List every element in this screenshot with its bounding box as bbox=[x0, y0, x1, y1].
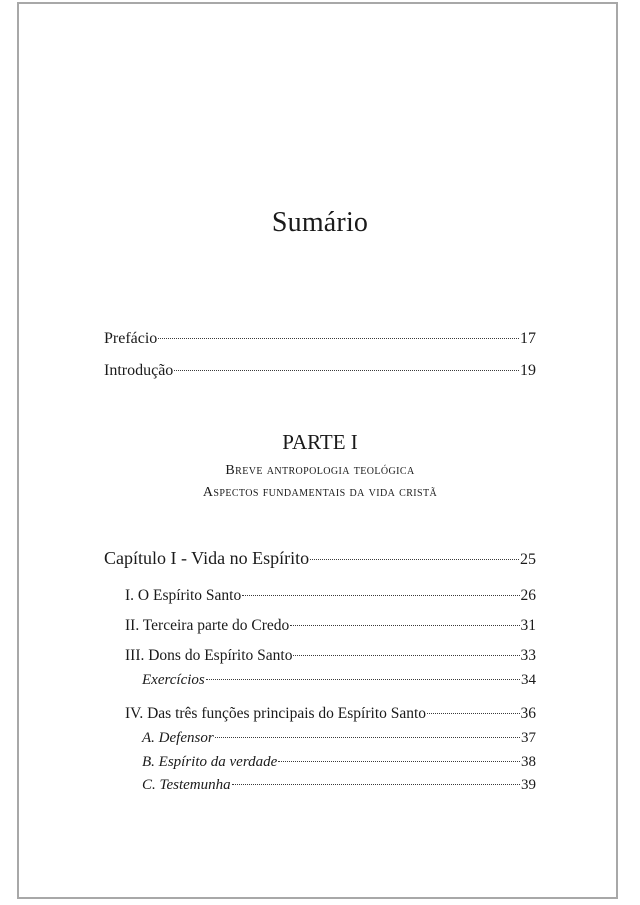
toc-leader-dots bbox=[232, 769, 520, 785]
toc-entry-label: Prefácio bbox=[104, 330, 158, 347]
toc-page-number: 39 bbox=[521, 777, 536, 793]
toc-entry-label: Capítulo I - Vida no Espírito bbox=[104, 548, 310, 568]
toc-page-number: 38 bbox=[521, 754, 536, 770]
toc-entry-label: Exercícios bbox=[142, 672, 205, 688]
toc-entry-chapter-1 bbox=[104, 545, 536, 572]
toc-entry-prefacio bbox=[104, 326, 536, 350]
toc-entry-introducao bbox=[104, 358, 536, 382]
toc-page-number: 17 bbox=[520, 330, 536, 347]
toc-entry-label: B. Espírito da verdade bbox=[142, 754, 278, 770]
toc-entry-label: I. O Espírito Santo bbox=[125, 586, 242, 604]
toc-entry-label: IV. Das três funções principais do Espírito Santo bbox=[125, 704, 427, 722]
part-subtitle-line2: Aspectos fundamentais da vida cristã bbox=[202, 485, 438, 500]
toc-page-number: 34 bbox=[521, 672, 536, 688]
toc-leader-dots bbox=[158, 322, 519, 339]
toc-page-number: 37 bbox=[521, 730, 536, 746]
toc-page-number: 33 bbox=[520, 646, 536, 664]
toc-entry-section bbox=[125, 701, 536, 725]
toc-leader-dots bbox=[427, 697, 519, 714]
toc-entry-subsection bbox=[142, 773, 536, 796]
toc-entry-section bbox=[125, 583, 536, 607]
toc-entry-label: Introdução bbox=[104, 362, 174, 379]
part-subtitle-line1: Breve antropologia teológica bbox=[225, 463, 415, 478]
toc-page-number: 26 bbox=[520, 586, 536, 604]
page-title: Sumário bbox=[271, 207, 369, 238]
toc-leader-dots bbox=[290, 609, 519, 626]
toc-entry-section bbox=[125, 643, 536, 667]
toc-leader-dots bbox=[310, 541, 519, 560]
toc-leader-dots bbox=[242, 579, 519, 596]
toc-entry-label: C. Testemunha bbox=[142, 777, 231, 793]
toc-leader-dots bbox=[215, 722, 520, 738]
toc-entry-section bbox=[125, 613, 536, 637]
toc-page-number: 36 bbox=[520, 704, 536, 722]
toc-leader-dots bbox=[206, 664, 520, 680]
toc-entry-label: II. Terceira parte do Credo bbox=[125, 616, 290, 634]
toc-leader-dots bbox=[174, 354, 519, 371]
toc-page-number: 31 bbox=[520, 616, 536, 634]
toc-entry-label: A. Defensor bbox=[142, 730, 214, 746]
toc-leader-dots bbox=[293, 639, 519, 656]
toc-leader-dots bbox=[278, 746, 520, 762]
part-heading: PARTE I bbox=[282, 430, 358, 454]
toc-page-number: 19 bbox=[520, 362, 536, 379]
toc-page-number: 25 bbox=[520, 551, 536, 568]
toc-entry-label: III. Dons do Espírito Santo bbox=[125, 646, 293, 664]
toc-entry-subsection bbox=[142, 668, 536, 691]
